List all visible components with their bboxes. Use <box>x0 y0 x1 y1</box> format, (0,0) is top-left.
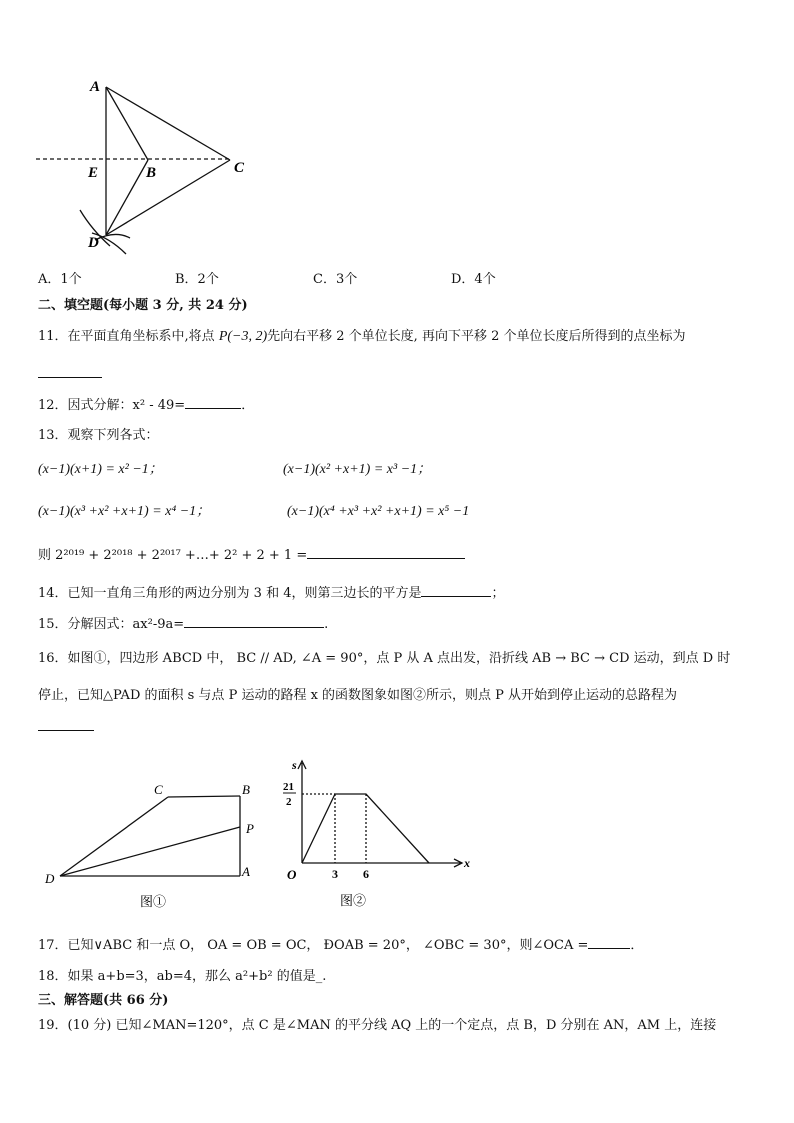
q11-point: P(−3, 2) <box>218 329 268 344</box>
q13-eq3: (x−1)(x³ +x² +x+1) = x⁴ −1； <box>38 504 211 519</box>
segment-ab <box>106 87 148 160</box>
fig1-label-p: P <box>246 821 254 836</box>
fig1-label-c: C <box>154 782 163 797</box>
q12-prefix: 12．因式分解：x² - 49= <box>38 398 186 413</box>
segment-ac <box>106 87 230 160</box>
segment-dc <box>106 160 230 235</box>
question-12 <box>38 396 254 414</box>
q11-suffix: 先向右平移 2 个单位长度, 再向下平移 2 个单位长度后所得到的点坐标为 <box>267 329 686 344</box>
fig1-label-b: B <box>242 782 250 797</box>
fig2-origin: O <box>287 867 297 882</box>
q17-suffix: ． <box>630 938 644 953</box>
choice-c: C．3个 <box>313 272 358 287</box>
fig2-tick-3: 3 <box>332 867 338 881</box>
q13-stem: 13．观察下列各式： <box>38 428 159 443</box>
question-17 <box>38 936 643 954</box>
fig2-caption: 图② <box>340 893 367 908</box>
q11-prefix: 11．在平面直角坐标系中,将点 <box>38 329 219 344</box>
q17-answer-blank[interactable] <box>588 936 630 949</box>
fig1-label-d: D <box>45 871 55 886</box>
q13-eq4: (x−1)(x⁴ +x³ +x² +x+1) = x⁵ −1 <box>287 504 470 519</box>
label-a: A <box>90 79 101 95</box>
q14-suffix: ； <box>491 586 505 601</box>
choice-d: D．4个 <box>451 272 496 287</box>
label-b: B <box>146 165 157 181</box>
q15-answer-blank[interactable] <box>184 615 324 628</box>
q16-line1: 16．如图①，四边形 ABCD 中， BC // AD, ∠A = 90°，点 P 从 A 点出发，沿折线 AB → BC → CD 运动，到点 D 时 <box>38 651 731 666</box>
fig2-label-s: s <box>292 758 297 772</box>
question-11 <box>38 329 685 345</box>
fig2-fraction-den: 2 <box>286 796 292 808</box>
segment-dp <box>60 827 240 876</box>
figure-2-graph <box>278 755 478 915</box>
fig2-label-x: x <box>464 856 470 870</box>
question-19: 19．(10 分) 已知∠MAN=120°，点 C 是∠MAN 的平分线 AQ 上的一个定点，点 B，D 分别在 AN，AM 上，连接 <box>38 1018 717 1033</box>
function-graph <box>302 794 429 863</box>
q13-answer-blank[interactable] <box>307 546 465 559</box>
question-14 <box>38 584 505 602</box>
q13-then-text: 则 2²⁰¹⁹ + 2²⁰¹⁸ + 2²⁰¹⁷ +…+ 2² + 2 + 1 = <box>38 548 308 563</box>
q13-eq2: (x−1)(x² +x+1) = x³ −1； <box>283 462 432 477</box>
q11-answer-blank[interactable] <box>38 365 102 378</box>
q13-eq1: (x−1)(x+1) = x² −1； <box>38 462 163 477</box>
choice-b: B．2个 <box>175 272 219 287</box>
q16-line2: 停止，已知△PAD 的面积 s 与点 P 运动的路程 x 的函数图象如图②所示，则点 P 从开始到停止运动的总路程为 <box>38 688 678 703</box>
label-d: D <box>88 235 99 251</box>
q16-answer-blank[interactable] <box>38 718 94 731</box>
label-c: C <box>234 160 245 176</box>
q15-text: 15．分解因式：ax²-9a= <box>38 617 185 632</box>
section-title-fill-blank: 二、填空题(每小题 3 分, 共 24 分) <box>38 298 248 313</box>
fig1-caption: 图① <box>140 894 167 909</box>
q14-text: 14．已知一直角三角形的两边分别为 3 和 4，则第三边长的平方是 <box>38 586 422 601</box>
choice-a: A．1个 <box>38 272 82 287</box>
segment-db <box>106 160 148 235</box>
segment-bc <box>168 796 240 797</box>
fig2-fraction-num: 21 <box>283 781 294 793</box>
q12-answer-blank[interactable] <box>185 396 241 409</box>
question-18: 18．如果 a+b=3，ab=4，那么 a²+b² 的值是_. <box>38 969 327 984</box>
geometry-figure-top <box>30 70 260 255</box>
q15-suffix: . <box>324 617 329 632</box>
q12-suffix: ． <box>241 398 255 413</box>
section-title-solutions: 三、解答题(共 66 分) <box>38 993 169 1008</box>
q13-then <box>38 546 465 564</box>
segment-cd <box>60 797 168 876</box>
q14-answer-blank[interactable] <box>421 584 491 597</box>
q17-text: 17．已知∨ABC 和一点 O， OA = OB = OC， ÐOAB = 20°， ∠OBC = 30°，则∠OCA = <box>38 938 589 953</box>
label-e: E <box>88 165 99 181</box>
question-15 <box>38 615 328 633</box>
fig1-label-a: A <box>242 864 250 879</box>
figure-1-quadrilateral <box>36 775 276 915</box>
fig2-tick-6: 6 <box>363 867 369 881</box>
